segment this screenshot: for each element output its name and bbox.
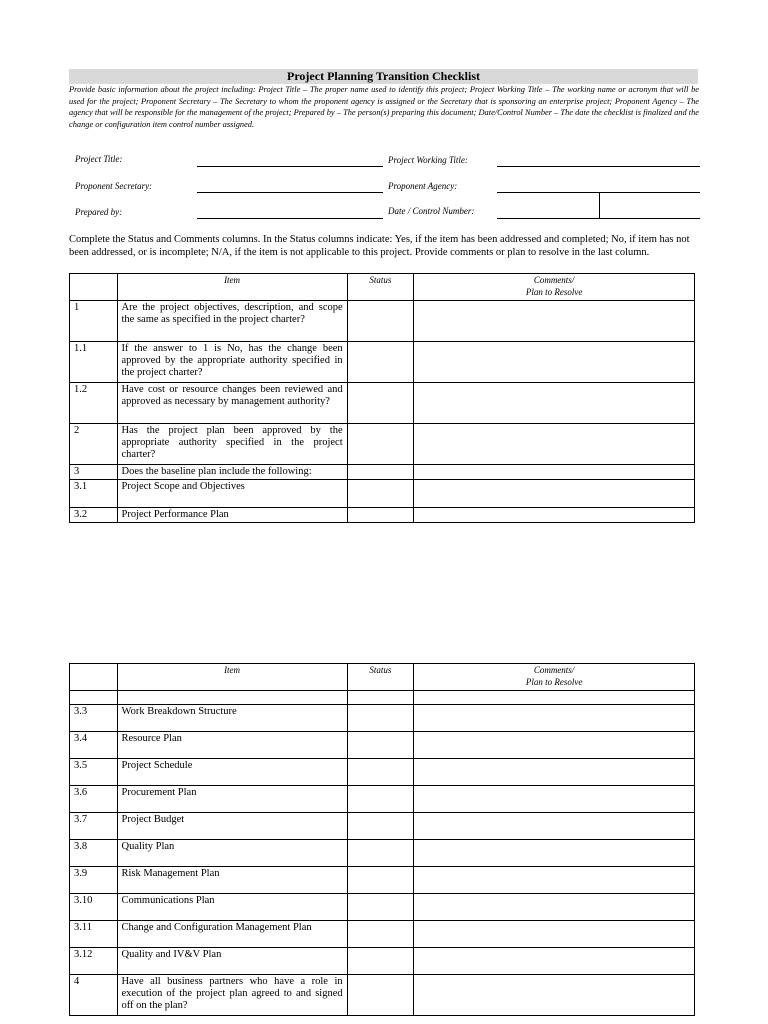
row-number: 3.5 — [70, 759, 118, 786]
comments-header-line2: Plan to Resolve — [525, 286, 583, 297]
status-cell[interactable] — [347, 465, 414, 480]
prepared-by-label: Prepared by: — [75, 207, 123, 217]
row-number: 3.11 — [70, 921, 118, 948]
row-item: Risk Management Plan — [117, 867, 347, 894]
row-number: 3.1 — [70, 480, 118, 508]
row-number: 3.12 — [70, 948, 118, 975]
row-number — [70, 691, 118, 705]
row-item: Work Breakdown Structure — [117, 705, 347, 732]
row-item: Project Performance Plan — [117, 508, 347, 523]
status-cell[interactable] — [347, 424, 414, 465]
item-header: Item — [117, 664, 347, 691]
instructions-paragraph: Complete the Status and Comments columns. In the Status columns indicate: Yes, if the item has been addressed and completed; No, if item has not been addressed, or is incomplete; N/A, if the item is not applicable to this project. Provide comments or plan to resolve in the last column. — [69, 234, 690, 258]
table-row — [70, 867, 695, 894]
status-cell[interactable] — [347, 867, 414, 894]
project-title-field[interactable] — [197, 166, 383, 167]
comments-cell[interactable] — [414, 383, 695, 424]
comments-cell[interactable] — [414, 465, 695, 480]
status-cell[interactable] — [347, 786, 414, 813]
table-row — [70, 424, 695, 465]
status-cell[interactable] — [347, 732, 414, 759]
status-cell[interactable] — [347, 342, 414, 383]
row-item: Quality Plan — [117, 840, 347, 867]
comments-cell[interactable] — [414, 894, 695, 921]
table-row — [70, 691, 695, 705]
row-item: Have cost or resource changes been reviewed and approved as necessary by management authority? — [117, 383, 347, 424]
comments-cell[interactable] — [414, 480, 695, 508]
comments-cell[interactable] — [414, 424, 695, 465]
prepared-by-field[interactable] — [197, 218, 383, 219]
status-cell[interactable] — [347, 691, 414, 705]
document-title: Project Planning Transition Checklist — [69, 69, 698, 84]
row-number: 2 — [70, 424, 118, 465]
row-item: If the answer to 1 is No, has the change been approved by the appropriate authority specified in the project charter? — [117, 342, 347, 383]
status-cell[interactable] — [347, 948, 414, 975]
row-item: Project Schedule — [117, 759, 347, 786]
row-number: 3.10 — [70, 894, 118, 921]
row-item: Are the project objectives, description, and scope the same as specified in the project charter? — [117, 301, 347, 342]
status-header: Status — [347, 664, 414, 691]
row-number: 3.7 — [70, 813, 118, 840]
row-number: 1.1 — [70, 342, 118, 383]
status-cell[interactable] — [347, 705, 414, 732]
row-number: 1.2 — [70, 383, 118, 424]
comments-cell[interactable] — [414, 508, 695, 523]
comments-cell[interactable] — [414, 840, 695, 867]
row-item — [117, 691, 347, 705]
table-row — [70, 840, 695, 867]
date-control-separator — [599, 193, 600, 218]
row-number: 1 — [70, 301, 118, 342]
table-header-row — [70, 664, 695, 691]
row-item: Procurement Plan — [117, 786, 347, 813]
row-number: 3.2 — [70, 508, 118, 523]
row-item: Does the baseline plan include the following: — [117, 465, 347, 480]
comments-cell[interactable] — [414, 301, 695, 342]
proponent-secretary-field[interactable] — [197, 192, 383, 193]
table-row — [70, 465, 695, 480]
table-row — [70, 301, 695, 342]
table-row — [70, 508, 695, 523]
comments-header-line1: Comments/ — [533, 275, 575, 285]
comments-header — [414, 274, 695, 301]
comments-cell[interactable] — [414, 691, 695, 705]
row-number: 3 — [70, 465, 118, 480]
row-item: Project Scope and Objectives — [117, 480, 347, 508]
table-row — [70, 383, 695, 424]
project-working-title-label: Project Working Title: — [388, 155, 468, 165]
row-number: 3.9 — [70, 867, 118, 894]
status-cell[interactable] — [347, 480, 414, 508]
table-row — [70, 759, 695, 786]
status-cell[interactable] — [347, 301, 414, 342]
row-item: Project Budget — [117, 813, 347, 840]
comments-cell[interactable] — [414, 813, 695, 840]
status-cell[interactable] — [347, 840, 414, 867]
comments-cell[interactable] — [414, 759, 695, 786]
status-cell[interactable] — [347, 383, 414, 424]
project-title-label: Project Title: — [75, 154, 123, 164]
status-cell[interactable] — [347, 759, 414, 786]
proponent-secretary-label: Proponent Secretary: — [75, 181, 153, 191]
comments-cell[interactable] — [414, 732, 695, 759]
table-row — [70, 342, 695, 383]
comments-header-line2: Plan to Resolve — [525, 676, 583, 687]
row-number: 3.4 — [70, 732, 118, 759]
date-control-number-field[interactable] — [497, 218, 700, 219]
status-cell[interactable] — [347, 921, 414, 948]
comments-cell[interactable] — [414, 342, 695, 383]
table-row — [70, 921, 695, 948]
row-item: Have all business partners who have a role in execution of the project plan agreed to and signed off on the plan? — [117, 975, 347, 1016]
status-cell[interactable] — [347, 508, 414, 523]
row-item: Has the project plan been approved by the appropriate authority specified in the project charter? — [117, 424, 347, 465]
comments-cell[interactable] — [414, 921, 695, 948]
row-item: Change and Configuration Management Plan — [117, 921, 347, 948]
table-row — [70, 705, 695, 732]
table-row — [70, 786, 695, 813]
intro-paragraph: Provide basic information about the project including: Project Title – The proper name used to identify this project; Project Working Title – The working name or acronym that will be used for the project; Proponent Secretary – The Secretary to whom the proponent agency is assigned or the Secretary that is sponsoring an enterprise project; Proponent Agency – The agency that will be responsible for the management of the project; Prepared by – The person(s) preparing this document; Date/Control Number – The date the checklist is finalized and the change or configuration item control number assigned. — [69, 85, 699, 129]
comments-cell[interactable] — [414, 975, 695, 1016]
table-row — [70, 480, 695, 508]
status-header: Status — [347, 274, 414, 301]
comments-cell[interactable] — [414, 705, 695, 732]
table-header-row — [70, 274, 695, 301]
table-row — [70, 948, 695, 975]
item-header: Item — [117, 274, 347, 301]
table-row — [70, 894, 695, 921]
project-working-title-field[interactable] — [497, 166, 700, 167]
comments-header-line1: Comments/ — [533, 665, 575, 675]
comments-header — [414, 664, 695, 691]
comments-cell[interactable] — [414, 948, 695, 975]
num-header — [70, 274, 118, 301]
row-number: 3.3 — [70, 705, 118, 732]
proponent-agency-label: Proponent Agency: — [388, 181, 458, 191]
comments-cell[interactable] — [414, 786, 695, 813]
table-row — [70, 813, 695, 840]
comments-cell[interactable] — [414, 867, 695, 894]
row-item: Communications Plan — [117, 894, 347, 921]
table-row — [70, 975, 695, 1016]
row-number: 3.6 — [70, 786, 118, 813]
status-cell[interactable] — [347, 975, 414, 1016]
checklist-table-2 — [69, 663, 695, 1016]
status-cell[interactable] — [347, 894, 414, 921]
status-cell[interactable] — [347, 813, 414, 840]
table-row — [70, 732, 695, 759]
num-header — [70, 664, 118, 691]
row-number: 3.8 — [70, 840, 118, 867]
row-number: 4 — [70, 975, 118, 1016]
date-control-number-label: Date / Control Number: — [388, 206, 475, 216]
row-item: Quality and IV&V Plan — [117, 948, 347, 975]
checklist-table-1 — [69, 273, 695, 523]
row-item: Resource Plan — [117, 732, 347, 759]
